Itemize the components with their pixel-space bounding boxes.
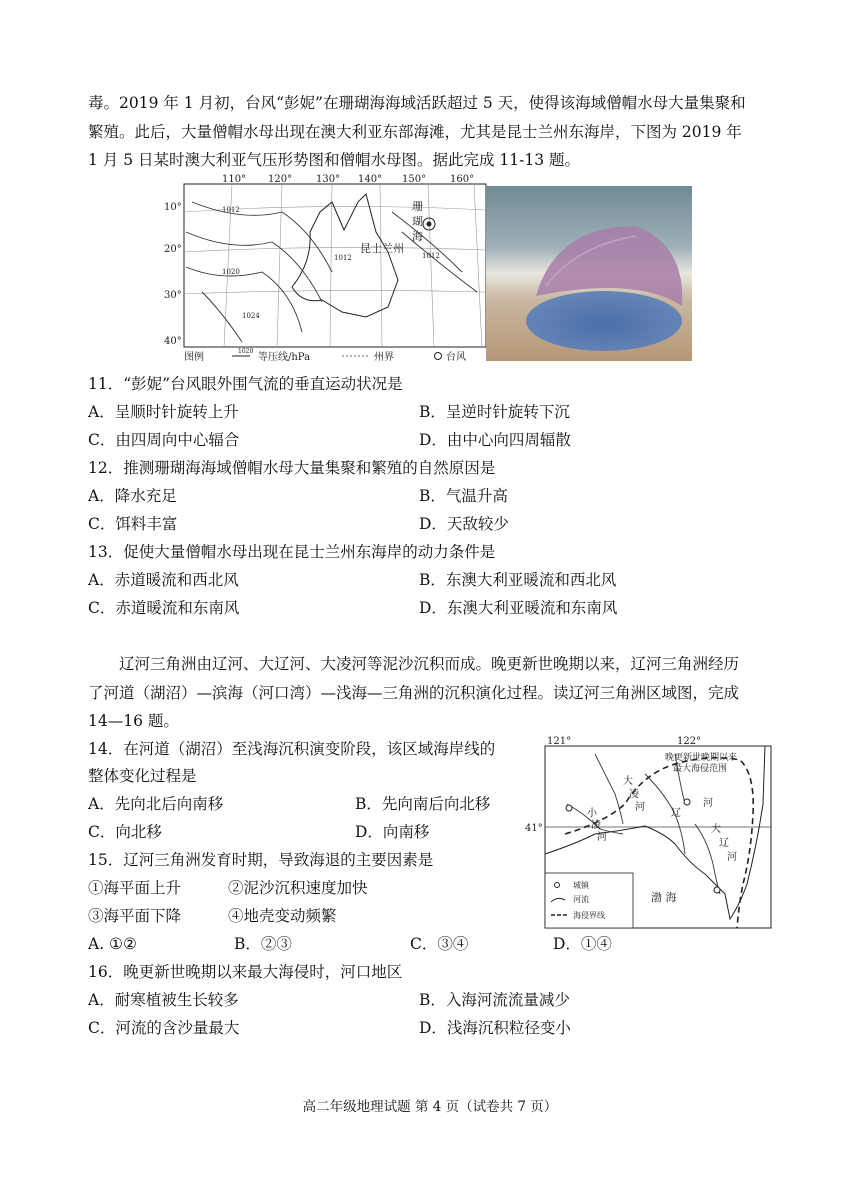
- legend-town: 城镇: [573, 881, 589, 890]
- q12-option-c: C．饵料丰富: [88, 515, 178, 533]
- q15-option-c: C．③④: [410, 935, 469, 953]
- passage2-line1: 辽河三角洲由辽河、大辽河、大凌河等泥沙沉积而成。晚更新世晚期以来，辽河三角洲经历: [119, 655, 740, 673]
- q15-option-a: A. ①②: [88, 935, 137, 953]
- q13-stem: 13．促使大量僧帽水母出现在昆士兰州东海岸的动力条件是: [88, 543, 496, 561]
- bohai-sea-label: 渤 海: [651, 891, 677, 904]
- q11-option-a: A．呈顺时针旋转上升: [88, 403, 239, 421]
- lat-label-30: 30°: [164, 290, 182, 301]
- q15-statement-3: ③海平面下降: [88, 907, 182, 925]
- legend-river: 河流: [573, 895, 589, 904]
- isobar-label: 1012: [334, 254, 352, 262]
- sea-label-1: 珊: [412, 200, 423, 213]
- lat-label-40: 40°: [164, 336, 182, 347]
- isobar-label: 1012: [422, 252, 440, 260]
- q16-option-c: C．河流的含沙量最大: [88, 1019, 240, 1037]
- q13-option-a: A．赤道暖流和西北风: [88, 571, 239, 589]
- q11-option-c: C．由四周向中心辐合: [88, 431, 240, 449]
- q13-option-d: D．东澳大利亚暖流和东南风: [419, 599, 618, 617]
- lon-label-140: 140°: [358, 174, 383, 185]
- passage1-line3: 1 月 5 日某时澳大利亚气压形势图和僧帽水母图。据此完成 11-13 题。: [88, 151, 581, 169]
- lat-label-20: 20°: [164, 244, 182, 255]
- river-char: 凌: [591, 820, 601, 831]
- legend-isobar: 等压线/hPa: [258, 352, 311, 363]
- state-label: 昆士兰州: [360, 242, 404, 255]
- q15-stem: 15．辽河三角洲发育时期，导致海退的主要因素是: [88, 851, 434, 869]
- isobar-label: 1024: [242, 312, 260, 320]
- q14-option-b: B．先向南后向北移: [355, 795, 491, 813]
- passage1-line1: 毒。2019 年 1 月初，台风“彭妮”在珊瑚海海域活跃超过 5 天，使得该海域僧帽水母大量集聚和: [88, 94, 746, 112]
- lon-label-160: 160°: [450, 174, 475, 185]
- q15-statement-1: ①海平面上升: [88, 879, 182, 897]
- q12-stem: 12．推测珊瑚海海域僧帽水母大量集聚和繁殖的自然原因是: [88, 459, 496, 477]
- passage2-line3: 14—16 题。: [88, 712, 179, 730]
- river-char: 河: [597, 832, 607, 843]
- q15-statement-4: ④地壳变动频繁: [228, 907, 337, 925]
- q11-stem: 11．“彭妮”台风眼外围气流的垂直运动状况是: [88, 375, 403, 393]
- river-char: 河: [727, 852, 737, 863]
- lon-label-120: 120°: [268, 174, 293, 185]
- q16-stem: 16．晚更新世晚期以来最大海侵时，河口地区: [88, 963, 403, 981]
- passage1-line2: 繁殖。此后，大量僧帽水母出现在澳大利亚东部海滩，尤其是昆士兰州东海岸，下图为 2019 年: [88, 123, 742, 141]
- boundary-label-2: 最大海侵范围: [673, 764, 728, 774]
- q13-option-c: C．赤道暖流和东南风: [88, 599, 240, 617]
- page-footer: 高二年级地理试题 第 4 页（试卷共 7 页）: [302, 1099, 558, 1115]
- sea-label-3: 海: [412, 230, 423, 243]
- australia-pressure-map: [162, 172, 487, 364]
- legend-title: 图例: [184, 352, 204, 363]
- q14-stem-line1: 14．在河道（湖沼）至浅海沉积演变阶段，该区域海岸线的: [88, 740, 496, 758]
- q15-option-b: B．②③: [234, 935, 292, 953]
- q11-option-d: D．由中心向四周辐散: [419, 431, 571, 449]
- sea-label-2: 瑚: [412, 215, 423, 228]
- lon-label-130: 130°: [316, 174, 341, 185]
- boundary-label-1: 晚更新世晚期以来: [665, 753, 738, 763]
- liaohe-delta-map: [525, 734, 775, 930]
- q12-option-a: A．降水充足: [88, 487, 177, 505]
- q14-option-d: D．向南移: [355, 823, 430, 841]
- lon-label-150: 150°: [402, 174, 427, 185]
- river-char: 凌: [629, 789, 639, 800]
- q13-option-b: B．东澳大利亚暖流和西北风: [419, 571, 617, 589]
- legend-typhoon: 台风: [446, 352, 466, 363]
- river-char: 大: [623, 776, 633, 787]
- river-char: 河: [703, 798, 713, 809]
- q12-option-d: D．天敌较少: [419, 515, 509, 533]
- q15-option-d: D．①④: [553, 935, 612, 953]
- river-char: 河: [635, 802, 645, 813]
- q15-statement-2: ②泥沙沉积速度加快: [228, 879, 368, 897]
- lat-label-10: 10°: [164, 202, 182, 213]
- river-char: 辽: [719, 838, 729, 849]
- lon-label-121: 121°: [547, 736, 572, 747]
- lat-label-41: 41°: [525, 823, 543, 834]
- legend-state-border: 州界: [374, 352, 394, 363]
- jellyfish-photo: [486, 186, 692, 361]
- river-char: 辽: [671, 808, 681, 819]
- q16-option-d: D．浅海沉积粒径变小: [419, 1019, 571, 1037]
- q14-option-c: C．向北移: [88, 823, 162, 841]
- lon-label-122: 122°: [677, 736, 702, 747]
- isobar-label: 1012: [222, 206, 240, 214]
- isobar-label: 1020: [222, 268, 240, 276]
- river-char: 小: [587, 808, 597, 819]
- q11-option-b: B．呈逆时针旋转下沉: [419, 403, 570, 421]
- q14-stem-line2: 整体变化过程是: [88, 767, 197, 785]
- q16-option-a: A．耐寒植被生长较多: [88, 991, 239, 1009]
- passage2-line2: 了河道（湖沼）—滨海（河口湾）—浅海—三角洲的沉积演化过程。读辽河三角洲区域图，完成: [88, 684, 740, 702]
- river-char: 大: [711, 824, 721, 835]
- q16-option-b: B．入海河流流量减少: [419, 991, 570, 1009]
- lon-label-110: 110°: [222, 174, 247, 185]
- legend-isobar-sample: 1020: [238, 348, 254, 355]
- legend-transgression: 海侵界线: [573, 911, 605, 920]
- q12-option-b: B．气温升高: [419, 487, 508, 505]
- q14-option-a: A．先向北后向南移: [88, 795, 224, 813]
